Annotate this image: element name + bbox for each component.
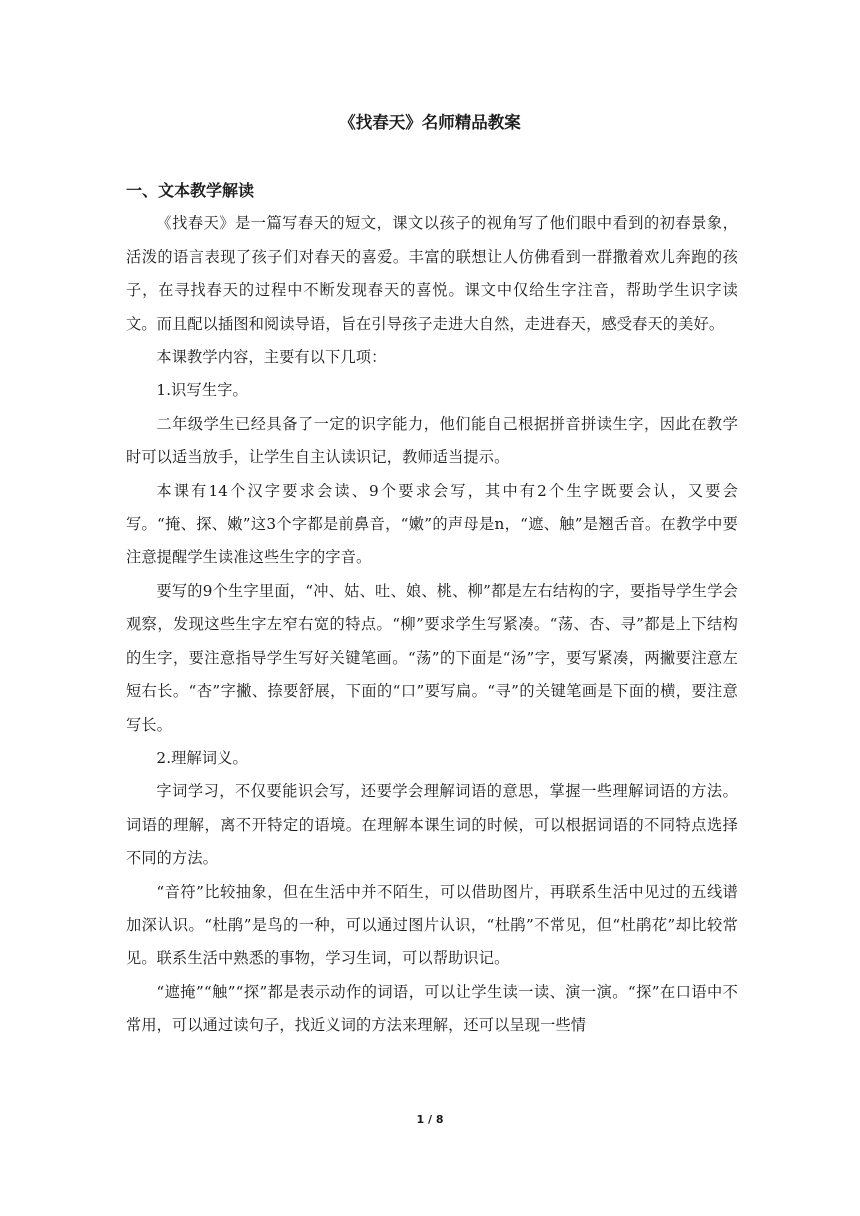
document-body [126, 174, 738, 1043]
paragraph-yinfu-dujuan: “音符”比较抽象，但在生活中并不陌生，可以借助图片，再联系生活中见过的五线谱加深认识。“杜鹃”是鸟的一种，可以通过图片认识，“杜鹃”不常见，但“杜鹃花”却比较常见。联系生活中熟悉的事物，学习生词，可以帮助识记。 [126, 882, 738, 968]
paragraph-item-1-heading: 1.识写生字。 [156, 381, 248, 400]
paragraph-pronunciation: 本课有14个汉字要求会读、9个要求会写，其中有2个生字既要会认，又要会写。“掩、探、嫩”这3个字都是前鼻音，“嫩”的声母是n，“遮、触”是翘舌音。在教学中要注意提醒学生读准这些生字的字音。 [126, 481, 738, 567]
document-title: 《找春天》名师精品教案 [339, 113, 521, 132]
paragraph-intro: 《找春天》是一篇写春天的短文，课文以孩子的视角写了他们眼中看到的初春景象，活泼的语言表现了孩子们对春天的喜爱。丰富的联想让人仿佛看到一群撒着欢儿奔跑的孩子，在寻找春天的过程中不断发现春天的喜悦。课文中仅给生字注音，帮助学生识字读文。而且配以插图和阅读导语，旨在引导孩子走进大自然，走进春天，感受春天的美好。 [126, 214, 738, 333]
page-number: 1 / 8 [416, 1113, 444, 1126]
paragraph-vocabulary: 字词学习，不仅要能识会写，还要学会理解词语的意思，掌握一些理解词语的方法。词语的理解，离不开特定的语境。在理解本课生词的时候，可以根据词语的不同特点选择不同的方法。 [126, 782, 738, 868]
paragraph-writing: 要写的9个生字里面，“冲、姑、吐、娘、桃、柳”都是左右结构的字，要指导学生学会观察，发现这些生字左窄右宽的特点。“柳”要求学生写紧凑。“荡、杏、寻”都是上下结构的生字，要注意指导学生写好关键笔画。“荡”的下面是“汤”字，要写紧凑，两撇要注意左短右长。“杏”字撇、捺要舒展，下面的“口”要写扁。“寻”的关键笔画是下面的横，要注意写长。 [126, 581, 738, 734]
paragraph-item-2-heading: 2.理解词义。 [156, 748, 248, 767]
paragraph-literacy: 二年级学生已经具备了一定的识字能力，他们能自己根据拼音拼读生字，因此在教学时可以适当放手，让学生自主认读识记，教师适当提示。 [126, 414, 738, 467]
paragraph-content-list: 本课教学内容，主要有以下几项： [156, 348, 387, 367]
paragraph-action-words: “遮掩”“触”“探”都是表示动作的词语，可以让学生读一读、演一演。“探”在口语中不常用，可以通过读句子，找近义词的方法来理解，还可以呈现一些情 [126, 982, 738, 1035]
section-heading: 一、文本教学解读 [126, 181, 255, 200]
